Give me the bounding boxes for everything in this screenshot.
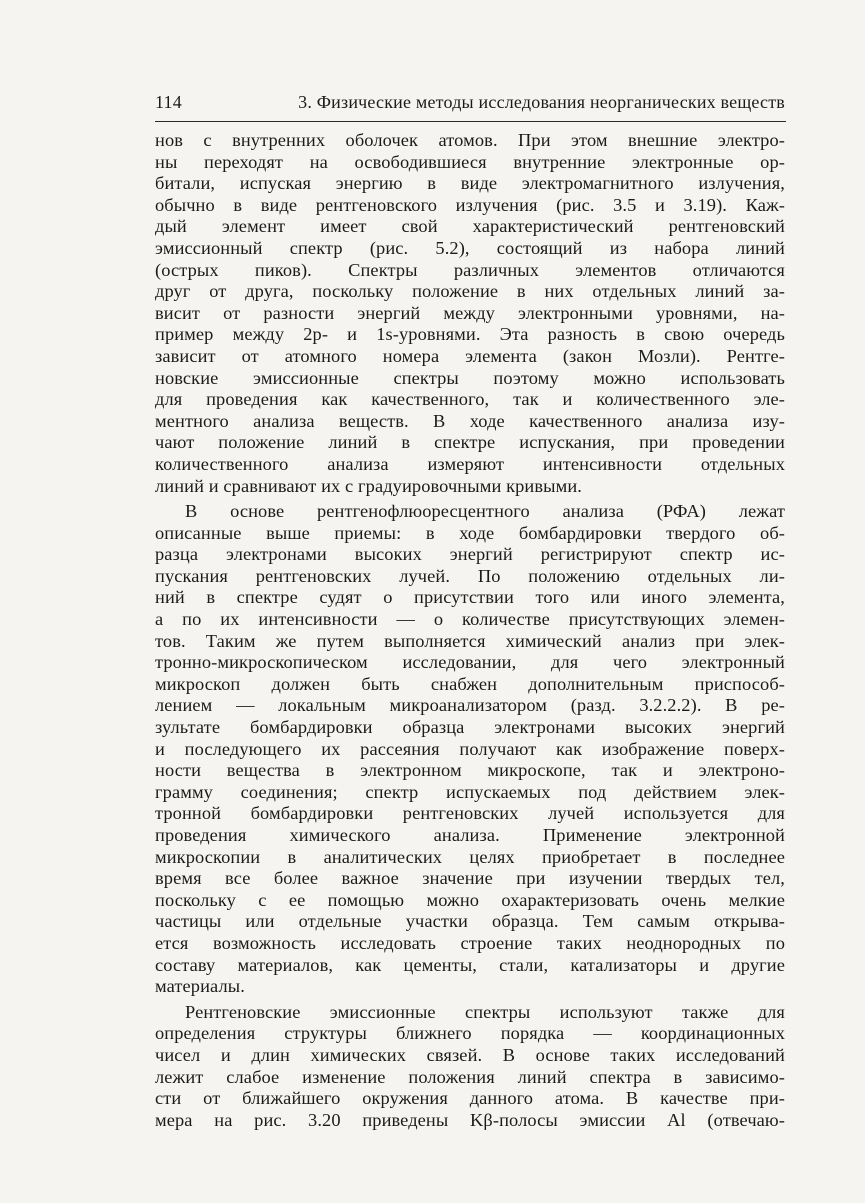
text-line: пускания рентгеновских лучей. По положению отдельных ли- xyxy=(155,565,785,586)
paragraph xyxy=(155,130,785,497)
text-line: ности вещества в электронном микроскопе, так и электроно- xyxy=(155,760,785,781)
text-line: эмиссионный спектр (рис. 5.2), состоящий из набора линий xyxy=(155,237,785,258)
text-line: В основе рентгенофлюоресцентного анализа (РФА) лежат xyxy=(185,501,785,522)
text-line: определения структуры ближнего порядка — координационных xyxy=(155,1023,785,1044)
text-line: а по их интенсивности — о количестве присутствующих элемен- xyxy=(155,609,785,630)
text-line: проведения химического анализа. Применение электронной xyxy=(155,825,785,845)
text-line: поскольку с ее помощью можно охарактеризовать очень мелкие xyxy=(155,889,785,910)
text-line: микроскопии в аналитических целях приобретает в последнее xyxy=(155,846,785,867)
text-line: зультате бомбардировки образца электронами высоких энергий xyxy=(155,717,785,738)
text-line: тронной бомбардировки рентгеновских лучей используется для xyxy=(155,803,785,824)
text-line: пример между 2p- и 1s-уровнями. Эта разность в свою очередь xyxy=(155,324,785,345)
text-line: ний в спектре судят о присутствии того или иного элемента, xyxy=(155,587,785,608)
text-line: чисел и длин химических связей. В основе таких исследований xyxy=(155,1044,785,1065)
text-line: битали, испуская энергию в виде электромагнитного излучения, xyxy=(155,173,785,194)
text-line: разца электронами высоких энергий регистрируют спектр ис- xyxy=(155,544,785,565)
paragraph xyxy=(155,1002,785,1132)
running-head xyxy=(155,92,785,118)
text-line: зависит от атомного номера элемента (закон Мозли). Рентге- xyxy=(155,345,785,366)
text-line: новские эмиссионные спектры поэтому можно использовать xyxy=(155,367,785,388)
text-line: частицы или отдельные участки образца. Тем самым открыва- xyxy=(155,911,785,932)
text-line: друг от друга, поскольку положение в них отдельных линий за- xyxy=(155,281,785,302)
text-line: чают положение линий в спектре испускания, при проведении xyxy=(155,432,785,453)
text-line: тронно-микроскопическом исследовании, для чего электронный xyxy=(155,652,785,673)
text-line: (острых пиков). Спектры различных элементов отличаются xyxy=(155,259,785,280)
paragraph xyxy=(155,501,785,998)
text-line: лежит слабое изменение положения линий спектра в зависимо- xyxy=(155,1066,785,1087)
text-line: тов. Таким же путем выполняется химический анализ при элек- xyxy=(155,630,785,651)
text-line: сти от ближайшего окружения данного атома. В качестве при- xyxy=(155,1088,785,1109)
text-line: обычно в виде рентгеновского излучения (рис. 3.5 и 3.19). Каж- xyxy=(155,194,785,215)
text-line: ны переходят на освободившиеся внутренние электронные ор- xyxy=(155,151,785,172)
text-line: висит от разности энергий между электронными уровнями, на- xyxy=(155,302,785,323)
text-line: количественного анализа измеряют интенсивности отдельных xyxy=(155,453,785,474)
text-line: лением — локальным микроанализатором (разд. 3.2.2.2). В ре- xyxy=(155,695,785,716)
header-rule xyxy=(155,121,786,122)
text-line: материалы. xyxy=(155,976,245,997)
text-line: дый элемент имеет свой характеристический рентгеновский xyxy=(155,216,785,237)
text-line: нов с внутренних оболочек атомов. При этом внешние электро- xyxy=(155,130,785,150)
text-line: Рентгеновские эмиссионные спектры используют также для xyxy=(185,1001,785,1022)
text-line: грамму соединения; спектр испускаемых под действием элек- xyxy=(155,781,785,802)
text-line: время все более важное значение при изучении твердых тел, xyxy=(155,868,785,889)
text-line: и последующего их рассеяния получают как изображение поверх- xyxy=(155,738,785,759)
text-line: микроскоп должен быть снабжен дополнительным приспособ- xyxy=(155,673,785,694)
text-line: мера на рис. 3.20 приведены Kβ-полосы эмиссии Al (отвечаю- xyxy=(155,1109,785,1130)
text-line: линий и сравнивают их с градуировочными кривыми. xyxy=(155,475,582,496)
text-line: для проведения как качественного, так и количественного эле- xyxy=(155,389,785,410)
body-text xyxy=(155,130,785,1131)
text-line: ментного анализа веществ. В ходе качественного анализа изу- xyxy=(155,410,785,431)
text-line: ется возможность исследовать строение таких неоднородных по xyxy=(155,932,785,953)
running-title: 3. Физические методы исследования неорганических веществ xyxy=(298,92,785,112)
text-line: составу материалов, как цементы, стали, катализаторы и другие xyxy=(155,954,785,975)
text-line: описанные выше приемы: в ходе бомбардировки твердого об- xyxy=(155,522,785,543)
page-number: 114 xyxy=(155,92,182,112)
